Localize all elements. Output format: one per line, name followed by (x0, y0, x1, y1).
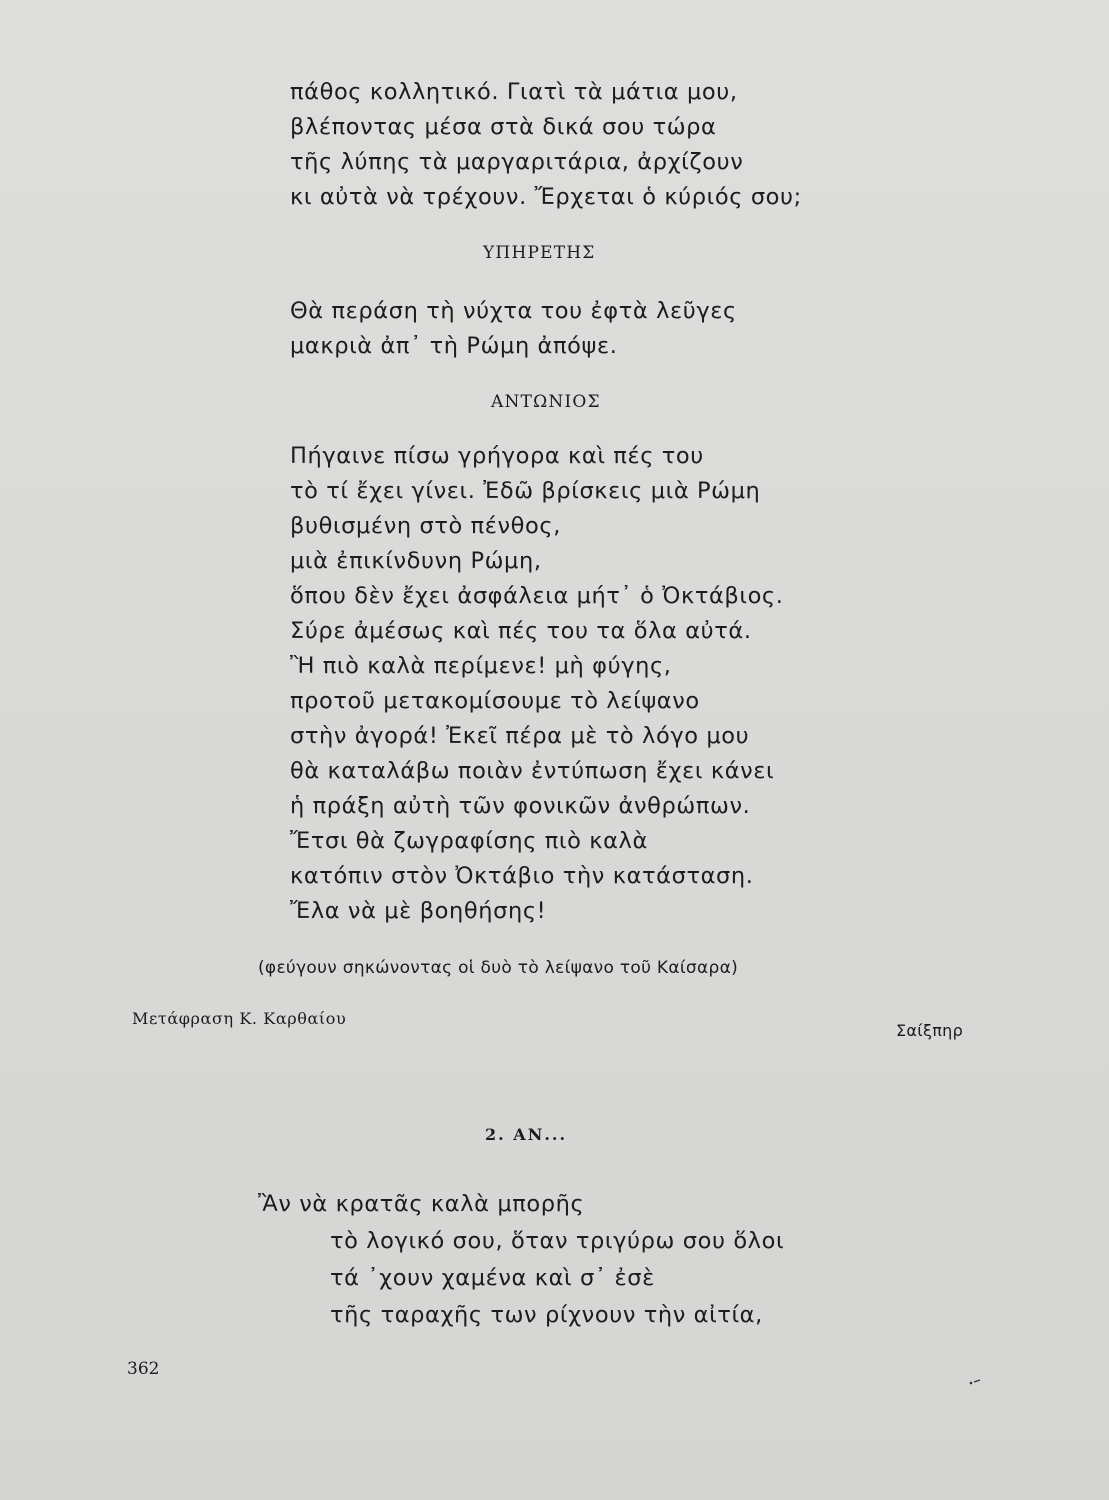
verse-line: στὴν ἀγορά! Ἐκεῖ πέρα μὲ τὸ λόγο μου (290, 723, 750, 749)
verse-line: μιὰ ἐπικίνδυνη Ρώμη, (290, 548, 542, 574)
poem-heading: 2. ΑΝ... (485, 1125, 568, 1144)
page-number: 362 (127, 1359, 160, 1379)
verse-line: τὸ λογικό σου, ὅταν τριγύρω σου ὅλοι (330, 1228, 785, 1254)
verse-line: Πήγαινε πίσω γρήγορα καὶ πές του (290, 443, 704, 469)
verse-line: Ἢ πιὸ καλὰ περίμενε! μὴ φύγης, (290, 653, 672, 679)
verse-line: κι αὐτὰ νὰ τρέχουν. Ἔρχεται ὁ κύριός σου; (290, 184, 802, 210)
verse-line: τῆς λύπης τὰ μαργαριτάρια, ἀρχίζουν (290, 149, 744, 175)
author-name: Σαίξπηρ (896, 1021, 964, 1040)
verse-line: τῆς ταραχῆς των ρίχνουν τὴν αἰτία, (330, 1302, 763, 1328)
verse-line: κατόπιν στὸν Ὀκτάβιο τὴν κατάσταση. (290, 863, 754, 889)
verse-line: βυθισμένη στὸ πένθος, (290, 513, 561, 539)
ink-speck-icon (968, 1378, 982, 1386)
verse-line: ὅπου δὲν ἔχει ἀσφάλεια μήτ᾽ ὁ Ὀκτάβιος. (290, 583, 784, 609)
verse-line: μακριὰ ἀπ᾽ τὴ Ρώμη ἀπόψε. (290, 333, 618, 359)
verse-line: τὸ τί ἔχει γίνει. Ἐδῶ βρίσκεις μιὰ Ρώμη (290, 478, 761, 504)
verse-line: πάθος κολλητικό. Γιατὶ τὰ μάτια μου, (290, 79, 738, 105)
verse-line: Ἂν νὰ κρατᾶς καλὰ μπορῆς (258, 1191, 585, 1217)
speaker-name: ΥΠΗΡΕΤΗΣ (483, 243, 596, 263)
verse-line: βλέποντας μέσα στὰ δικά σου τώρα (290, 114, 717, 140)
stage-direction: (φεύγουν σηκώνοντας οἱ δυὸ τὸ λείψανο τοῦ Καίσαρα) (258, 958, 739, 978)
speaker-name: ΑΝΤΩΝΙΟΣ (491, 392, 601, 412)
verse-line: Θὰ περάση τὴ νύχτα του ἐφτὰ λεῦγες (290, 298, 737, 324)
verse-line: Ἔτσι θὰ ζωγραφίσης πιὸ καλὰ (290, 828, 648, 854)
verse-line: θὰ καταλάβω ποιὰν ἐντύπωση ἔχει κάνει (290, 758, 775, 784)
verse-line: τά ᾽χουν χαμένα καὶ σ᾽ ἐσὲ (330, 1265, 655, 1291)
verse-line: ἡ πράξη αὐτὴ τῶν φονικῶν ἀνθρώπων. (290, 793, 751, 819)
verse-line: Ἔλα νὰ μὲ βοηθήσης! (290, 898, 547, 924)
verse-line: Σύρε ἀμέσως καὶ πές του τα ὅλα αὐτά. (290, 618, 752, 644)
verse-line: προτοῦ μετακομίσουμε τὸ λείψανο (290, 688, 700, 714)
translator-credit: Μετάφραση Κ. Καρθαίου (132, 1009, 347, 1028)
